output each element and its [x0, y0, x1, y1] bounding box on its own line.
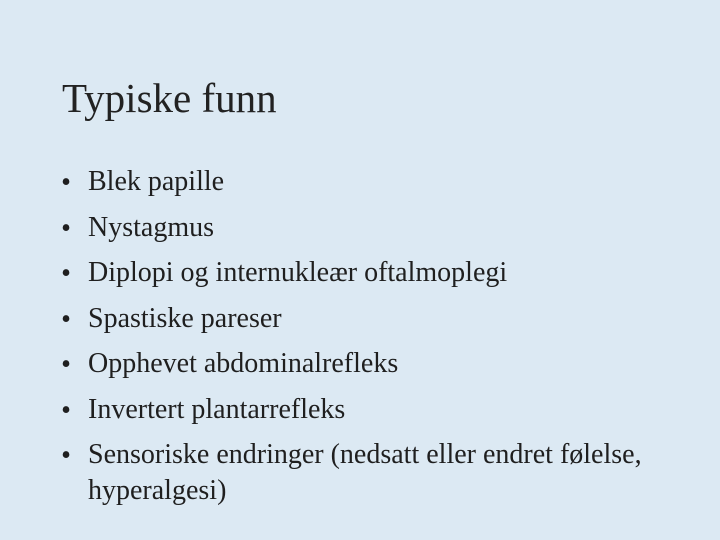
bullet-text: Blek papille: [88, 166, 225, 197]
bullet-list: [58, 160, 678, 515]
bullet-item: [58, 297, 678, 343]
bullet-item: [58, 388, 678, 434]
bullet-icon: •: [61, 394, 71, 426]
bullet-text: Diplopi og internukleær oftalmoplegi: [88, 257, 508, 288]
bullet-text: Invertert plantarrefleks: [88, 393, 346, 425]
bullet-text: Spastiske pareser: [88, 302, 282, 334]
bullet-icon: •: [61, 167, 71, 198]
bullet-item: [58, 160, 678, 206]
bullet-icon: •: [61, 349, 71, 380]
bullet-item: [58, 433, 678, 515]
bullet-text: Opphevet abdominalrefleks: [88, 348, 399, 379]
slide-title: Typiske funn: [62, 75, 277, 121]
bullet-text: Sensoriske endringer (nedsatt eller endret følelse, hyperalgesi): [88, 439, 642, 506]
bullet-item: [58, 251, 678, 297]
bullet-icon: •: [61, 212, 71, 244]
bullet-icon: •: [61, 303, 71, 335]
bullet-icon: •: [61, 258, 71, 289]
bullet-item: [58, 342, 678, 388]
bullet-text: Nystagmus: [88, 211, 214, 243]
bullet-icon: •: [61, 440, 71, 471]
bullet-item: [58, 206, 678, 252]
